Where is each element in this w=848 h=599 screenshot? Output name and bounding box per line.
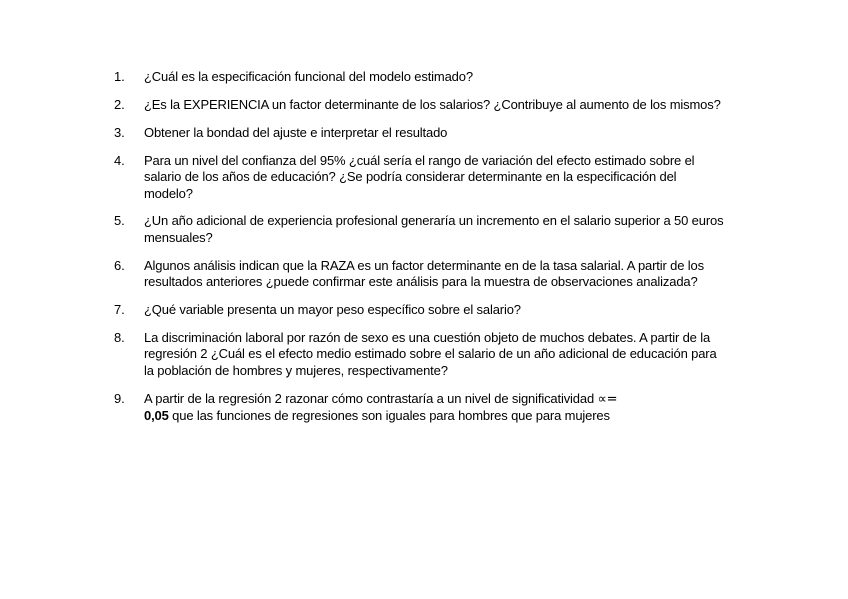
question-item-7 bbox=[114, 302, 724, 318]
question-number: 2. bbox=[114, 96, 125, 112]
question-item-3 bbox=[114, 125, 724, 141]
question-number: 8. bbox=[114, 329, 125, 345]
question-text: ¿Un año adicional de experiencia profesional generaría un incremento en el salario superior a 50 euros mensuales? bbox=[144, 213, 724, 245]
question-text: Para un nivel del confianza del 95% ¿cuál sería el rango de variación del efecto estimado sobre el salario de los años de educación? ¿Se podría considerar determinante en la especificación del modelo? bbox=[144, 152, 695, 201]
question-text-before: A partir de la regresión 2 razonar cómo contrastaría a un nivel de significatividad bbox=[144, 390, 598, 406]
significance-value: 0,05 bbox=[144, 408, 169, 424]
alpha-equals-symbol: ∝= bbox=[597, 391, 618, 407]
question-text: Algunos análisis indican que la RAZA es un factor determinante en de la tasa salarial. A partir de los resultados anteriores ¿puede confirmar este análisis para la muestra de observaciones analizada? bbox=[144, 257, 704, 290]
question-item-5 bbox=[114, 213, 724, 246]
question-text: ¿Es la EXPERIENCIA un factor determinante de los salarios? ¿Contribuye al aumento de los mismos? bbox=[144, 96, 721, 112]
question-item-6 bbox=[114, 258, 724, 291]
question-text: ¿Qué variable presenta un mayor peso específico sobre el salario? bbox=[144, 302, 521, 318]
question-text: ¿Cuál es la especificación funcional del modelo estimado? bbox=[144, 69, 473, 84]
question-item-8 bbox=[114, 330, 724, 379]
question-number: 7. bbox=[114, 302, 125, 318]
question-item-4 bbox=[114, 153, 724, 202]
question-item-2 bbox=[114, 97, 724, 113]
question-text: Obtener la bondad del ajuste e interpretar el resultado bbox=[144, 124, 448, 140]
question-number: 4. bbox=[114, 152, 125, 168]
question-number: 5. bbox=[114, 213, 125, 229]
question-number: 6. bbox=[114, 257, 125, 273]
question-list bbox=[114, 69, 724, 436]
question-number: 3. bbox=[114, 124, 125, 140]
question-number: 1. bbox=[114, 69, 125, 84]
question-text-after: que las funciones de regresiones son iguales para hombres que para mujeres bbox=[168, 408, 610, 424]
question-item-1 bbox=[114, 69, 724, 85]
question-number: 9. bbox=[114, 390, 125, 406]
question-item-9 bbox=[114, 391, 724, 425]
question-text: La discriminación laboral por razón de sexo es una cuestión objeto de muchos debates. A partir de la regresión 2 ¿Cuál es el efecto medio estimado sobre el salario de un año adicional de educación para la población de hombres y mujeres, respectivamente? bbox=[144, 329, 717, 378]
question-text bbox=[144, 391, 724, 425]
